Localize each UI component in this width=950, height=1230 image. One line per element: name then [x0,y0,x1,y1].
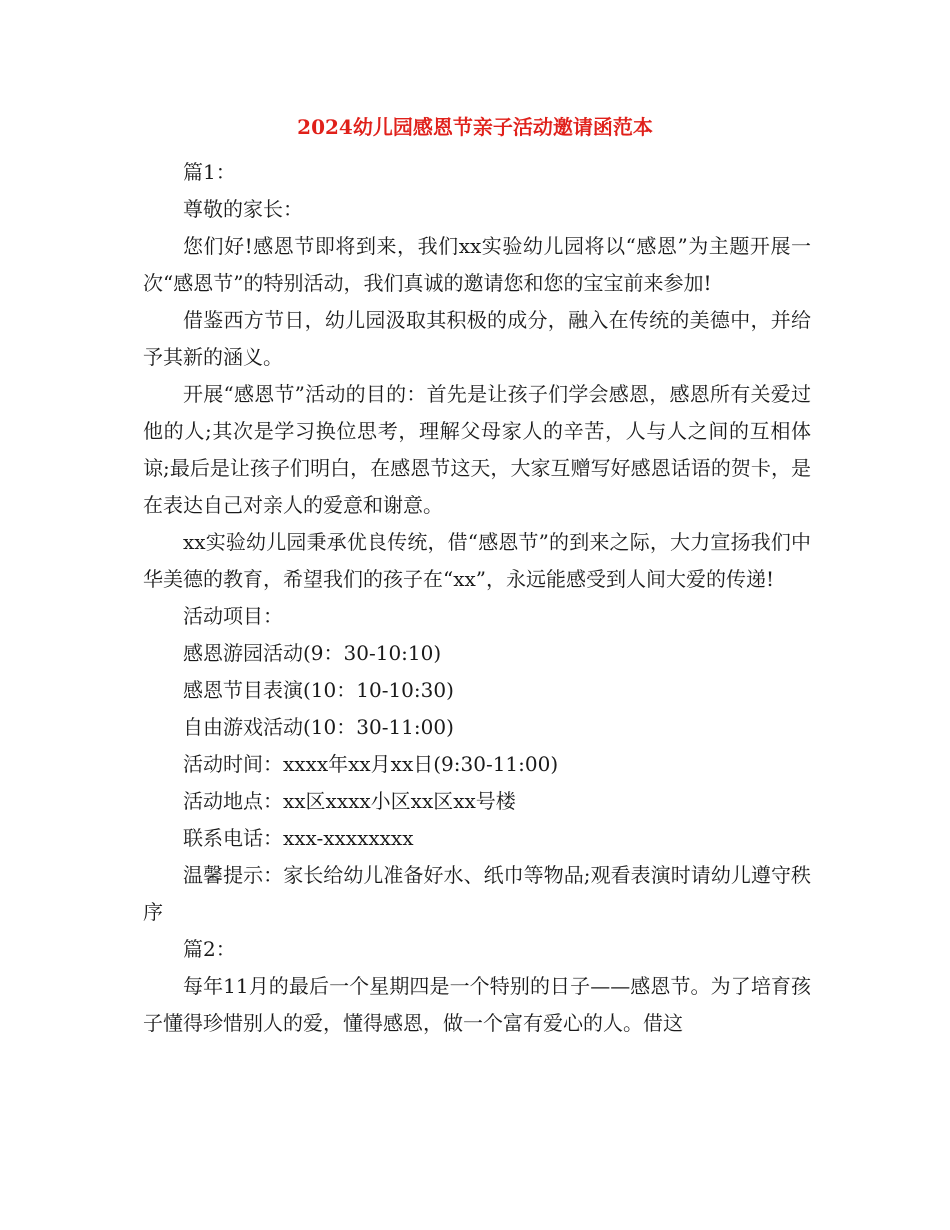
document-title: 2024幼儿园感恩节亲子活动邀请函范本 [297,115,653,139]
paragraph-tradition: xx实验幼儿园秉承优良传统，借“感恩节”的到来之际，大力宣扬我们中华美德的教育，希望我们的孩子在“xx”，永远能感受到人间大爱的传递! [143,530,811,591]
activity-time: 活动时间：xxxx年xx月xx日(9:30-11:00) [183,752,559,776]
contact-phone: 联系电话：xxx-xxxxxxxx [183,826,414,850]
paragraph-greeting: 您们好!感恩节即将到来，我们xx实验幼儿园将以“感恩”为主题开展一次“感恩节”的特别活动，我们真诚的邀请您和您的宝宝前来参加! [143,234,811,295]
activity-item: 感恩游园活动(9：30-10:10) [183,641,442,665]
salutation: 尊敬的家长： [183,197,303,221]
section-heading-2: 篇2： [183,937,236,961]
paragraph-background: 借鉴西方节日，幼儿园汲取其积极的成分，融入在传统的美德中，并给予其新的涵义。 [143,308,811,369]
paragraph-section-2: 每年11月的最后一个星期四是一个特别的日子——感恩节。为了培育孩子懂得珍惜别人的爱，懂得感恩，做一个富有爱心的人。借这 [143,974,811,1035]
activity-location: 活动地点：xx区xxxx小区xx区xx号楼 [183,789,516,813]
document-body [143,154,811,1042]
activities-heading: 活动项目： [183,604,283,628]
activity-item: 自由游戏活动(10：30-11:00) [183,715,454,739]
reminder: 温馨提示：家长给幼儿准备好水、纸巾等物品;观看表演时请幼儿遵守秩序 [143,863,811,924]
section-heading-1: 篇1： [183,160,236,184]
paragraph-purpose: 开展“感恩节”活动的目的：首先是让孩子们学会感恩，感恩所有关爱过他的人;其次是学习换位思考，理解父母家人的辛苦，人与人之间的互相体谅;最后是让孩子们明白，在感恩节这天，大家互赠写好感恩话语的贺卡，是在表达自己对亲人的爱意和谢意。 [143,382,811,517]
activity-item: 感恩节目表演(10：10-10:30) [183,678,454,702]
